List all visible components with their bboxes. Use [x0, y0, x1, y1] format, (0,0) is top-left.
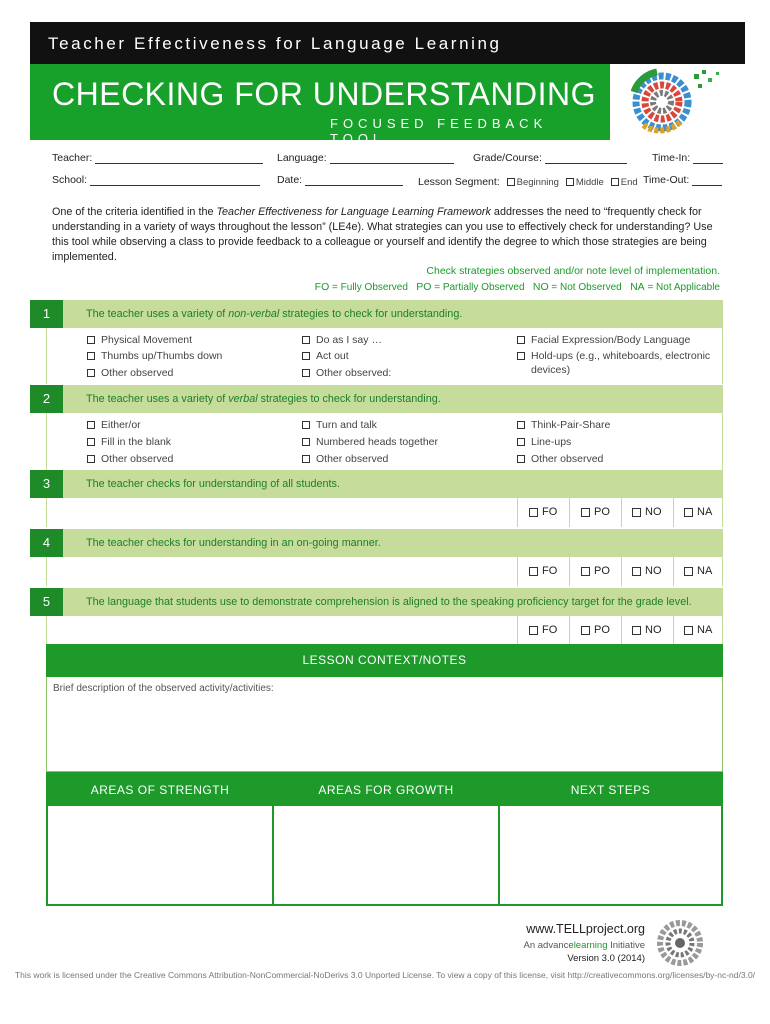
option[interactable]: Other observed: [87, 367, 173, 379]
option[interactable]: Other observed: [517, 453, 603, 465]
rating-na[interactable]: NA: [684, 565, 712, 577]
option[interactable]: Think-Pair-Share: [517, 419, 610, 431]
option[interactable]: Act out: [302, 350, 349, 362]
license-text: This work is licensed under the Creative Commons Attribution-NonCommercial-NoDerivs 3.0 Unported License. To view a copy of this license, visit http://creativecommons.org/licenses/by-nc-nd/3.0/: [14, 970, 756, 980]
rating-no[interactable]: NO: [632, 624, 662, 636]
checkbox[interactable]: [566, 178, 574, 186]
section-5: [42, 588, 723, 644]
rating-po[interactable]: PO: [581, 506, 610, 518]
section-number: 4: [30, 529, 63, 557]
footer-initiative: An advancelearning Initiative: [523, 940, 645, 951]
section-number: 2: [30, 385, 63, 413]
language-field[interactable]: Language:: [277, 152, 454, 164]
notes-placeholder: Brief description of the observed activity/activities:: [53, 683, 274, 694]
option-continuation: devices): [531, 364, 571, 376]
checkbox[interactable]: [507, 178, 515, 186]
rating-fo[interactable]: FO: [529, 565, 557, 577]
option[interactable]: Numbered heads together: [302, 436, 438, 448]
option[interactable]: Other observed: [302, 453, 388, 465]
teacher-field[interactable]: Teacher:: [52, 152, 263, 164]
option[interactable]: Line-ups: [517, 436, 571, 448]
section-4: [42, 529, 723, 586]
grade-course-field[interactable]: Grade/Course:: [473, 152, 627, 164]
option[interactable]: Other observed: [87, 453, 173, 465]
time-out-field[interactable]: Time-Out:: [643, 174, 722, 186]
feedback-columns: [46, 772, 723, 906]
next-steps-header: NEXT STEPS: [500, 774, 721, 806]
rating-fo[interactable]: FO: [529, 506, 557, 518]
header-top-title: Teacher Effectiveness for Language Learning: [48, 34, 502, 53]
lesson-notes-header: LESSON CONTEXT/NOTES: [46, 644, 723, 677]
section-1: [42, 300, 723, 384]
footer-url[interactable]: www.TELLproject.org: [526, 922, 645, 936]
subtitle: FOCUSED FEEDBACK TOOL: [330, 116, 548, 146]
check-note: Check strategies observed and/or note level of implementation.: [426, 265, 720, 277]
intro-paragraph: One of the criteria identified in the Teacher Effectiveness for Language Learning Framework addresses the need to “frequently check for understanding in a variety of ways throughout the lesson” (LE4e). What strategies can you use to effectively check for understanding? Use this tool while observing a class to provide feedback to a colleague or yourself and identify the degree to which those strategies are being implemented.: [52, 206, 713, 263]
rating-no[interactable]: NO: [632, 565, 662, 577]
option[interactable]: Other observed:: [302, 367, 391, 379]
areas-of-strength-header: AREAS OF STRENGTH: [48, 774, 272, 806]
footer-version: Version 3.0 (2014): [567, 953, 645, 964]
tell-footer-logo-icon: [655, 918, 705, 968]
section-2: [42, 385, 723, 470]
lesson-notes-field[interactable]: [46, 677, 723, 772]
checkbox[interactable]: [611, 178, 619, 186]
section-number: 3: [30, 470, 63, 498]
time-in-field[interactable]: Time-In:: [652, 152, 723, 164]
school-field[interactable]: School:: [52, 174, 260, 186]
option[interactable]: Thumbs up/Thumbs down: [87, 350, 222, 362]
option[interactable]: Do as I say …: [302, 334, 382, 346]
rating-na[interactable]: NA: [684, 624, 712, 636]
section-number: 1: [30, 300, 63, 328]
section-title: The teacher uses a variety of non-verbal strategies to check for understanding.: [86, 308, 463, 320]
header-bar: [30, 22, 745, 64]
option[interactable]: Turn and talk: [302, 419, 377, 431]
section-number: 5: [30, 588, 63, 616]
rating-po[interactable]: PO: [581, 624, 610, 636]
section-title: The teacher checks for understanding of all students.: [86, 478, 340, 490]
section-title: The language that students use to demonstrate comprehension is aligned to the speaking proficiency target for the grade level.: [86, 596, 692, 608]
rating-no[interactable]: NO: [632, 506, 662, 518]
option[interactable]: Fill in the blank: [87, 436, 171, 448]
tell-logo-icon: [610, 64, 745, 140]
option[interactable]: Hold-ups (e.g., whiteboards, electronic: [517, 350, 710, 362]
rating-po[interactable]: PO: [581, 565, 610, 577]
title-banner: [30, 64, 610, 146]
option[interactable]: Facial Expression/Body Language: [517, 334, 690, 346]
areas-for-growth-header: AREAS FOR GROWTH: [274, 774, 498, 806]
rating-na[interactable]: NA: [684, 506, 712, 518]
lesson-segment-field: Lesson Segment: Beginning Middle End: [418, 176, 638, 188]
date-field[interactable]: Date:: [277, 174, 403, 186]
rating-legend: FO = Fully Observed PO = Partially Observed NO = Not Observed NA = Not Applicable: [314, 281, 720, 293]
main-title: CHECKING FOR UNDERSTANDING: [52, 76, 596, 112]
section-title: The teacher uses a variety of verbal strategies to check for understanding.: [86, 393, 441, 405]
section-3: [42, 470, 723, 527]
option[interactable]: Physical Movement: [87, 334, 192, 346]
rating-fo[interactable]: FO: [529, 624, 557, 636]
section-title: The teacher checks for understanding in an on-going manner.: [86, 537, 381, 549]
option[interactable]: Either/or: [87, 419, 141, 431]
